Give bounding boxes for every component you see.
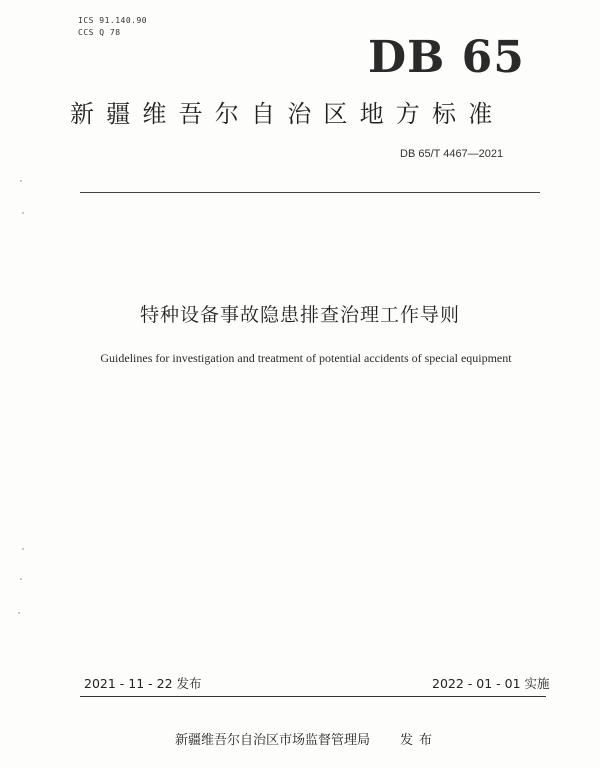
scan-speck	[22, 548, 24, 550]
standard-number: DB 65/T 4467—2021	[400, 148, 504, 160]
issuing-verb: 发布	[400, 733, 439, 748]
scan-speck	[22, 212, 24, 214]
bottom-divider	[80, 696, 546, 697]
standard-category-name: 新疆维吾尔自治区地方标准	[70, 100, 505, 128]
document-title-english: Guidelines for investigation and treatment of potential accidents of special equipment	[100, 351, 512, 365]
document-title-chinese: 特种设备事故隐患排查治理工作导则	[139, 304, 460, 326]
scan-speck	[20, 578, 22, 580]
ics-code: ICS 91.140.90	[78, 16, 148, 25]
issuing-authority: 新疆维吾尔自治区市场监督管理局	[175, 733, 371, 748]
issue-date: 2021 - 11 - 22 发布	[84, 676, 202, 691]
scan-speck	[20, 180, 22, 182]
ccs-code: CCS Q 78	[78, 28, 121, 37]
top-divider	[80, 192, 540, 193]
implementation-date: 2022 - 01 - 01 实施	[432, 676, 550, 691]
classification-codes	[78, 15, 147, 39]
db65-logo: DB 65	[368, 32, 525, 83]
scan-speck	[18, 612, 20, 614]
